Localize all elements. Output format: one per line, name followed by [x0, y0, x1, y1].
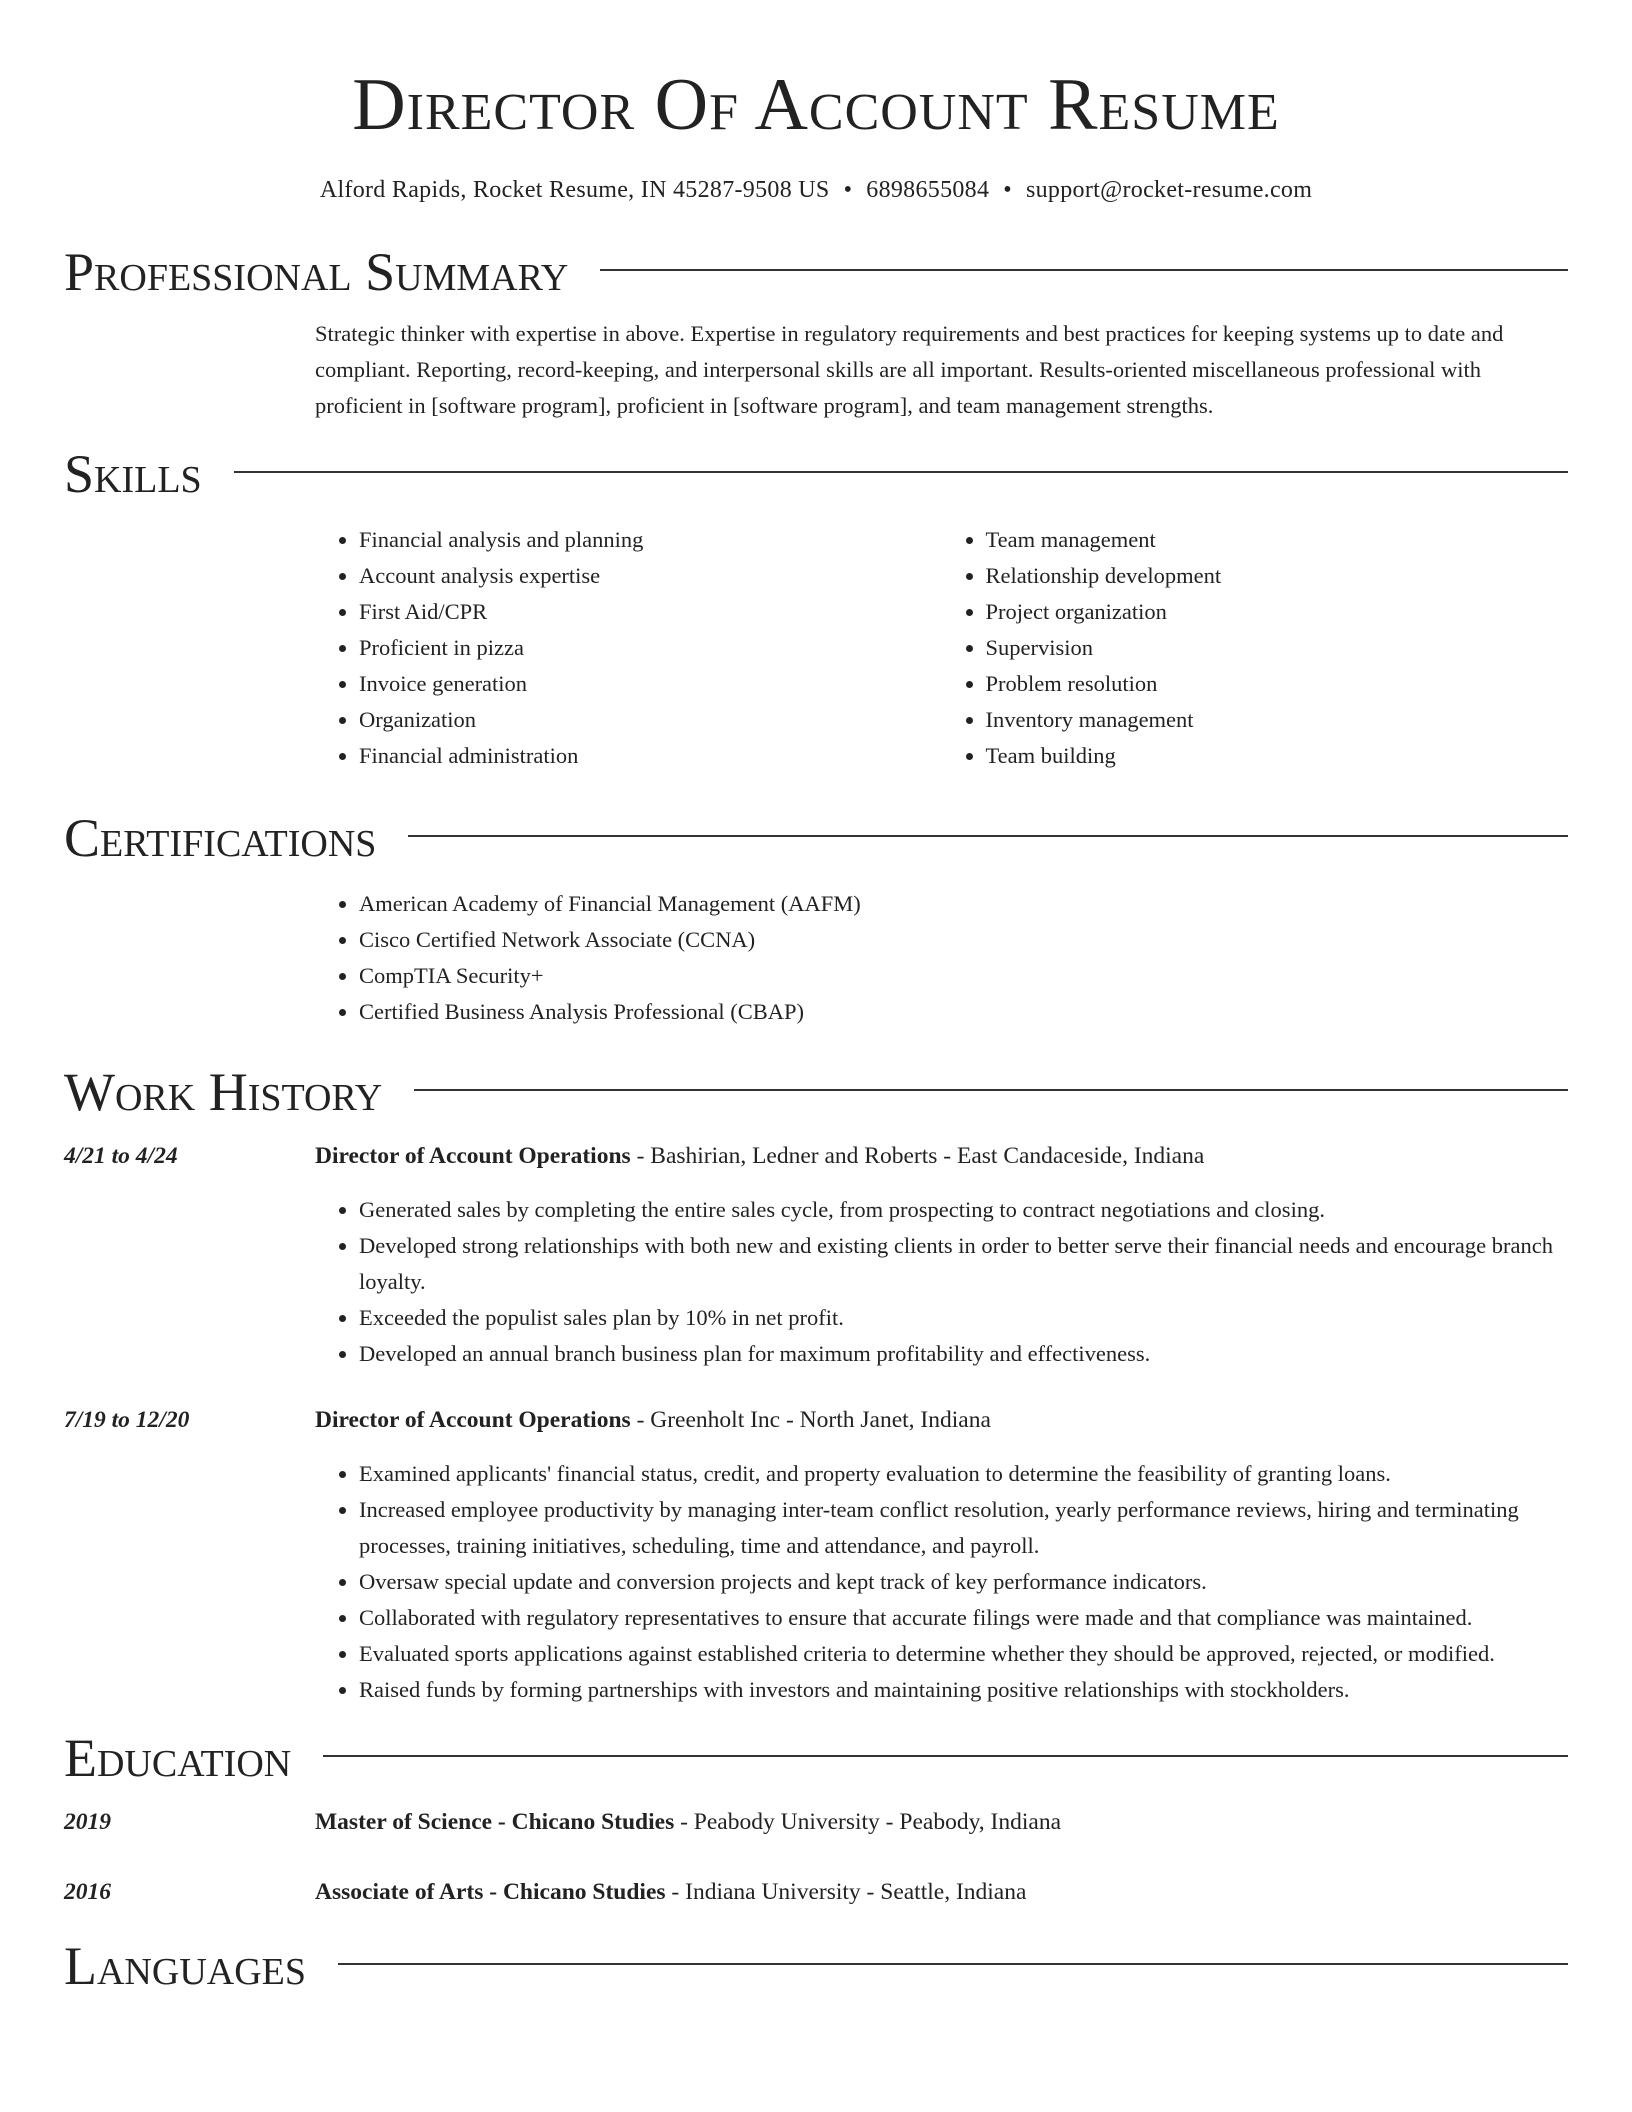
- skill-item: • Proficient in pizza: [359, 630, 942, 666]
- job-duty: • Oversaw special update and conversion projects and kept track of key performance indicators.: [359, 1564, 1568, 1600]
- education-heading: [315, 1874, 1026, 1910]
- job-heading: [315, 1402, 991, 1438]
- job-duty: • Exceeded the populist sales plan by 10% in net profit.: [359, 1300, 1568, 1336]
- skill-item: • Supervision: [986, 630, 1569, 666]
- skills-grid: [315, 506, 1568, 774]
- skill-item: • Relationship development: [986, 558, 1569, 594]
- job-duty: • Developed an annual branch business plan for maximum profitability and effectiveness.: [359, 1336, 1568, 1372]
- section-title: Skills: [64, 444, 202, 504]
- certification-item: • Certified Business Analysis Professional (CBAP): [359, 994, 1568, 1030]
- skills-section: [64, 442, 1568, 774]
- job-title: Director of Account Operations: [315, 1143, 631, 1169]
- certifications-section-header: [64, 806, 1568, 870]
- section-divider: [414, 1089, 1568, 1091]
- job-dates: 4/21 to 4/24: [64, 1143, 178, 1169]
- skill-item: • Team building: [986, 738, 1569, 774]
- skill-item: • Problem resolution: [986, 666, 1569, 702]
- job-title: Director of Account Operations: [315, 1407, 631, 1433]
- certification-item: • CompTIA Security+: [359, 958, 1568, 994]
- education-year: 2019: [64, 1809, 111, 1835]
- job-details: - Greenholt Inc - North Janet, Indiana: [630, 1407, 991, 1433]
- skill-item: • Invoice generation: [359, 666, 942, 702]
- job-duty: • Evaluated sports applications against established criteria to determine whether they should be approved, rejected, or modified.: [359, 1636, 1568, 1672]
- section-divider: [600, 269, 1568, 271]
- job-dates: 7/19 to 12/20: [64, 1407, 190, 1433]
- job-duties-list: [315, 1192, 1568, 1372]
- languages-section: [64, 1934, 1568, 1998]
- education-degree: Associate of Arts - Chicano Studies: [315, 1879, 666, 1905]
- languages-section-header: [64, 1934, 1568, 1998]
- job-header: [64, 1402, 1568, 1438]
- work-history-section: [64, 1060, 1568, 1708]
- section-title: Education: [64, 1728, 292, 1788]
- job-duty: • Collaborated with regulatory representatives to ensure that accurate filings were made and that compliance was maintained.: [359, 1600, 1568, 1636]
- section-divider: [338, 1963, 1568, 1965]
- education-degree: Master of Science - Chicano Studies: [315, 1809, 675, 1835]
- summary-section-header: [64, 240, 1568, 304]
- contact-phone: 6898655084: [866, 177, 990, 203]
- education-entry: [64, 1874, 1568, 1910]
- job-duties-list: [315, 1456, 1568, 1708]
- section-title: Work History: [64, 1062, 383, 1122]
- job-duty: • Developed strong relationships with both new and existing clients in order to better serve their financial needs and encourage branch loyalty.: [359, 1228, 1568, 1300]
- certification-item: • Cisco Certified Network Associate (CCNA): [359, 922, 1568, 958]
- section-title: Certifications: [64, 808, 377, 868]
- skill-item: • Account analysis expertise: [359, 558, 942, 594]
- education-entry: [64, 1804, 1568, 1840]
- education-year: 2016: [64, 1879, 111, 1905]
- skill-item: • Project organization: [986, 594, 1569, 630]
- job-entry: [64, 1402, 1568, 1708]
- section-title: Professional Summary: [64, 242, 569, 302]
- summary-section: [64, 240, 1568, 424]
- job-duty: • Raised funds by forming partnerships with investors and maintaining positive relationships with stockholders.: [359, 1672, 1568, 1708]
- contact-separator: •: [843, 177, 853, 203]
- resume-page: [64, 0, 1568, 1998]
- certifications-list: [315, 886, 1568, 1030]
- education-section: [64, 1726, 1568, 1910]
- summary-text: Strategic thinker with expertise in above. Expertise in regulatory requirements and best practices for keeping systems up to date and compliant. Reporting, record-keeping, and interpersonal skills are all important. Results-oriented miscellaneous professional with proficient in [software program], proficient in [software program], and team management strengths.: [315, 321, 1504, 418]
- education-heading: [315, 1804, 1061, 1840]
- skill-item: • Organization: [359, 702, 942, 738]
- skill-item: • Inventory management: [986, 702, 1569, 738]
- job-details: - Bashirian, Ledner and Roberts - East Candaceside, Indiana: [630, 1143, 1205, 1169]
- section-title: Languages: [64, 1936, 306, 1996]
- contact-separator: •: [1003, 177, 1012, 203]
- work-history-section-header: [64, 1060, 1568, 1124]
- contact-email: support@rocket-resume.com: [1025, 177, 1313, 203]
- summary-body: [315, 304, 1568, 424]
- job-duty: • Examined applicants' financial status, credit, and property evaluation to determine the feasibility of granting loans.: [359, 1456, 1568, 1492]
- contact-address: Alford Rapids, Rocket Resume, IN 45287-9508 US: [319, 177, 830, 203]
- job-entry: [64, 1138, 1568, 1372]
- skill-item: • Team management: [986, 522, 1569, 558]
- job-header: [64, 1138, 1568, 1174]
- job-duties: [315, 1438, 1568, 1708]
- contact-line: [64, 174, 1568, 206]
- skill-item: • Financial administration: [359, 738, 942, 774]
- skill-item: • First Aid/CPR: [359, 594, 942, 630]
- skills-section-header: [64, 442, 1568, 506]
- job-duties: [315, 1174, 1568, 1372]
- section-divider: [323, 1755, 1568, 1757]
- job-duty: • Generated sales by completing the entire sales cycle, from prospecting to contract negotiations and closing.: [359, 1192, 1568, 1228]
- skills-right-list: [942, 522, 1569, 774]
- section-divider: [408, 835, 1568, 837]
- certifications-body: [315, 870, 1568, 1030]
- section-divider: [234, 471, 1568, 473]
- certifications-section: [64, 806, 1568, 1030]
- education-section-header: [64, 1726, 1568, 1790]
- education-details: - Indiana University - Seattle, Indiana: [665, 1879, 1027, 1905]
- job-heading: [315, 1138, 1204, 1174]
- skill-item: • Financial analysis and planning: [359, 522, 942, 558]
- education-details: - Peabody University - Peabody, Indiana: [674, 1809, 1062, 1835]
- page-title: Director Of Account Resume: [352, 64, 1280, 146]
- certification-item: • American Academy of Financial Management (AAFM): [359, 886, 1568, 922]
- skills-left-list: [315, 522, 942, 774]
- job-duty: • Increased employee productivity by managing inter-team conflict resolution, yearly performance reviews, hiring and terminating processes, training initiatives, scheduling, time and attendance, and payroll.: [359, 1492, 1568, 1564]
